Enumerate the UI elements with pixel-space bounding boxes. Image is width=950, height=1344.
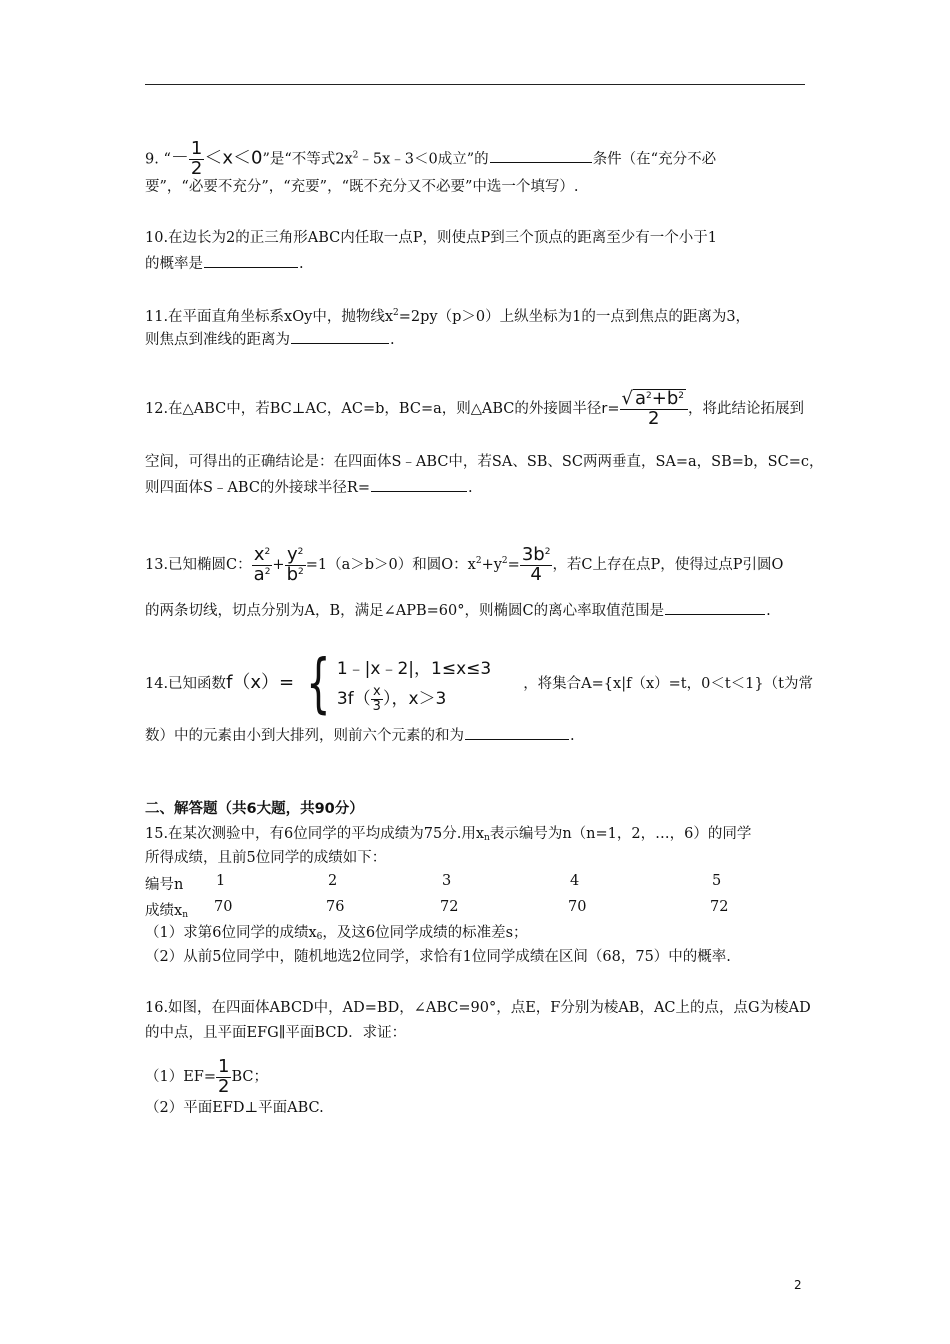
question-13-line-1 [145, 533, 783, 593]
q11-square: 2 [393, 308, 399, 318]
q9-inequality: ＜x＜0 [204, 147, 263, 169]
q13-x-num: x [253, 543, 265, 565]
q12-rad-exp-b: 2 [678, 391, 684, 402]
q9-frac-den: 2 [190, 157, 203, 179]
q9-number: 9. [145, 151, 159, 168]
q9-fraction [189, 140, 204, 179]
q13-answer-blank[interactable] [665, 600, 765, 615]
question-15-line-1 [145, 824, 751, 848]
q14-brace: { [306, 647, 331, 721]
q15-part-1-text-1: （1）求第6位同学的成绩x [145, 925, 317, 941]
table-row-2-label [145, 899, 188, 920]
q9-open-quote: “ [163, 151, 171, 168]
question-9-line-2: 要”，“必要不充分”，“充要”，“既不充分又不必要”中选一个填写）. [145, 179, 579, 195]
q10-period: . [299, 256, 304, 272]
question-11-line-1 [145, 303, 750, 327]
q12-rad-plus-b: +b [651, 388, 679, 410]
q13-text-3: +y [481, 557, 502, 573]
q9-text-1: ”是“不等式2x [262, 151, 353, 168]
question-16-line-2: 的中点，且平面EFG∥平面BCD．求证： [145, 1025, 407, 1041]
table-cell: 70 [568, 899, 587, 915]
q15-text-2: 表示编号为n（n=1，2，…，6）的同学 [489, 826, 752, 842]
row-2-label-text: 成绩x [145, 903, 183, 919]
q13-period: . [766, 603, 771, 619]
q14-case-2-den: 3 [372, 698, 381, 714]
q13-radius-num: 3b [521, 543, 545, 565]
q13-plus: + [272, 557, 285, 573]
q16-part-1-tail: BC； [231, 1069, 269, 1085]
q12-period: . [468, 480, 473, 496]
question-15-part-1 [145, 923, 528, 947]
q13-circle-x-exp: 2 [475, 556, 482, 566]
q12-text-2: ，将此结论拓展到 [688, 401, 804, 417]
q14-case-2-num: x [371, 685, 383, 700]
question-12-line-2: 空间，可得出的正确结论是：在四面体S﹣ABC中，若SA、SB、SC两两垂直，SA=a，SB=b，SC=c， [145, 454, 824, 470]
q11-answer-blank[interactable] [291, 329, 389, 344]
table-cell: 2 [328, 873, 338, 889]
question-10-line-1: 10.在边长为2的正三角形ABC内任取一点P，则使点P到三个顶点的距离至少有一个小于1 [145, 230, 718, 246]
q11-period: . [390, 332, 395, 348]
q13-radius-den: 4 [530, 563, 542, 585]
question-13-line-2 [145, 600, 771, 621]
q14-period: . [570, 728, 575, 744]
table-cell: 4 [570, 873, 580, 889]
q14-function: f（x）= [226, 672, 295, 693]
q12-radius-num: √ $a^2+b^2$ [620, 389, 689, 410]
table-cell: 76 [326, 899, 345, 915]
question-12-line-3 [145, 477, 473, 498]
page-number: 2 [794, 1278, 802, 1292]
table-cell: 72 [440, 899, 459, 915]
q12-text-3: 则四面体S﹣ABC的外接球半径R= [145, 480, 370, 496]
q11-text-1: 11.在平面直角坐标系xOy中，抛物线x [145, 309, 393, 325]
q14-case-2-b: ），x＞3 [382, 689, 447, 709]
question-14-line-1 [145, 645, 813, 722]
q11-text-3: 则焦点到准线的距离为 [145, 332, 290, 348]
question-14-line-2 [145, 725, 575, 746]
q14-cases [337, 654, 491, 714]
question-15-line-2: 所得成绩，且前5位同学的成绩如下： [145, 850, 387, 866]
q10-text: 的概率是 [145, 256, 203, 272]
q15-text-1: 15.在某次测验中，有6位同学的平均成绩为75分.用x [145, 826, 485, 842]
table-cell: 3 [442, 873, 452, 889]
q14-text-2: ，将集合A={x|f（x）=t，0＜t＜1}（t为常 [523, 676, 813, 692]
q14-text-3: 数）中的元素由小到大排列，则前六个元素的和为 [145, 728, 464, 744]
question-16-part-2: （2）平面EFD⊥平面ABC. [145, 1100, 324, 1116]
question-16-part-1 [145, 1057, 268, 1097]
table-row-1-label: 编号n [145, 877, 184, 893]
q13-a-exp: 2 [264, 566, 271, 577]
q14-case-2 [337, 684, 491, 714]
table-cell: 1 [216, 873, 226, 889]
question-12-line-1 [145, 384, 804, 434]
q12-rad-a: a [634, 388, 647, 410]
question-10-line-2 [145, 253, 304, 274]
q9-text-3: 条件（在“充分不必 [592, 151, 717, 168]
q13-radius-exp: 2 [544, 546, 551, 557]
section-2-heading: 二、解答题（共6大题，共90分） [145, 801, 364, 817]
q9-frac-num: 1 [190, 138, 203, 159]
q13-y-exp: 2 [297, 546, 304, 557]
q13-y-den: b [286, 563, 299, 585]
q16-frac-den: 2 [218, 1075, 230, 1097]
question-9-line-1 [145, 140, 716, 179]
q11-text-2: =2py（p＞0）上纵坐标为1的一点到焦点的距离为3， [398, 309, 751, 325]
question-16-line-1: 16.如图，在四面体ABCD中，AD=BD，∠ABC=90°，点E，F分别为棱AB，AC上的点，点G为棱AD [145, 1000, 811, 1016]
q13-text-2: =1（a＞b＞0）和圆O：x [305, 557, 476, 573]
q13-text-1: 13.已知椭圆C： [145, 557, 252, 573]
q13-circle-y-exp: 2 [501, 556, 508, 566]
q12-radius-fraction [620, 389, 689, 429]
q12-rad-exp-a: 2 [646, 391, 652, 402]
table-cell: 72 [710, 899, 729, 915]
q15-part-1-text-2: ，及这6位同学成绩的标准差s； [322, 925, 528, 941]
q14-case-1: 1﹣|x﹣2|，1≤x≤3 [336, 659, 492, 679]
question-15-part-2: （2）从前5位同学中，随机地选2位同学，求恰有1位同学成绩在区间（68，75）中的概率. [145, 949, 731, 965]
q13-x-exp: 2 [264, 546, 271, 557]
q13-text-4: ，若C上存在点P，使得过点P引圆O [552, 557, 784, 573]
q16-frac-num: 1 [218, 1055, 230, 1077]
q9-square: 2 [352, 150, 359, 161]
q14-text-1: 14.已知函数 [145, 676, 227, 692]
q16-part-1-text: （1）EF= [145, 1069, 217, 1085]
q10-answer-blank[interactable] [204, 253, 298, 268]
q13-x-fraction [252, 543, 273, 585]
table-cell: 70 [214, 899, 233, 915]
q12-r-equals: r= [601, 401, 620, 417]
q13-radius-fraction [520, 543, 553, 585]
q13-x-den: a [253, 563, 265, 585]
q13-y-fraction [285, 543, 306, 585]
q12-text-1: 12.在△ABC中，若BC⊥AC，AC=b，BC=a，则△ABC的外接圆半径 [145, 401, 602, 417]
q13-b-exp: 2 [298, 566, 304, 577]
q13-y-num: y [286, 543, 298, 565]
q13-equals: = [507, 557, 520, 573]
row-2-label-sub: n [182, 910, 188, 920]
q15-sub-n: n [484, 833, 490, 843]
q16-fraction [216, 1055, 231, 1097]
q12-answer-blank[interactable] [371, 477, 467, 492]
q14-case-2-a: 3f（ [336, 689, 371, 709]
header-rule [145, 84, 805, 85]
q15-sub-6: 6 [316, 932, 323, 942]
question-11-line-2 [145, 329, 395, 350]
q14-answer-blank[interactable] [465, 725, 569, 740]
q9-answer-blank[interactable] [490, 148, 592, 163]
q9-minus: － [170, 147, 189, 169]
q9-text-2: ﹣5x﹣3＜0成立”的 [358, 151, 489, 168]
q12-radius-den: 2 [648, 408, 660, 429]
q13-text-5: 的两条切线，切点分别为A，B，满足∠APB=60°，则椭圆C的离心率取值范围是 [145, 603, 665, 619]
q14-piecewise [298, 647, 492, 721]
table-cell: 5 [712, 873, 722, 889]
